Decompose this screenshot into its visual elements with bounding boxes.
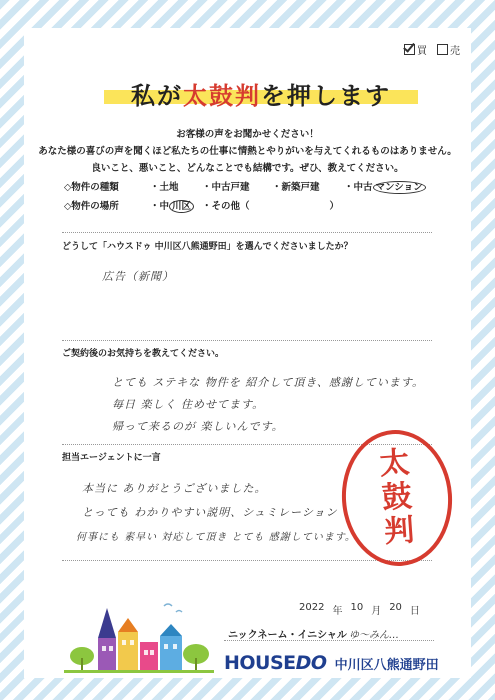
option-other[interactable]: ・その他（ ）	[202, 201, 340, 212]
answer-feelings-line-3: 帰って来るのが 楽しいんです。	[112, 420, 284, 433]
answer-reason: 広告（新聞）	[102, 270, 174, 283]
page-title: 私が太鼓判を押します	[96, 76, 426, 110]
housedo-logo: HOUSEDO	[224, 652, 327, 674]
property-location-row: ◇物件の場所 ・中 川区 ・その他（ ）	[64, 197, 426, 216]
option-new-house[interactable]: ・新築戸建	[272, 182, 320, 193]
check-icon	[404, 44, 415, 55]
question-feelings: ご契約後のお気持ちを教えてください。	[62, 349, 225, 359]
store-name: 中川区八熊通野田	[334, 658, 439, 673]
divider	[62, 340, 432, 341]
option-used-house[interactable]: ・中古戸建	[202, 182, 250, 193]
divider	[62, 232, 432, 233]
nickname-underline	[224, 640, 434, 641]
answer-agent-line-2: とっても わかりやすい説明、シュミレーション	[82, 506, 338, 519]
answer-agent-line-1: 本当に ありがとうございました。	[82, 482, 267, 495]
nickname-label: ニックネーム・イニシャル	[228, 630, 347, 641]
question-reason: どうして「ハウスドゥ 中川区八熊通野田」を選んでくださいましたか？	[62, 242, 353, 252]
buy-sell-checkboxes	[404, 42, 460, 57]
title-highlight-word: 太鼓判	[183, 82, 261, 110]
property-type-row: ◇物件の種類 ・土地 ・中古戸建 ・新築戸建 ・中古 マンション	[64, 178, 426, 197]
option-land[interactable]: ・土地	[150, 182, 179, 193]
buy-checkbox[interactable]: 買	[404, 42, 427, 57]
town-illustration-icon	[64, 598, 214, 673]
nickname-value: ゆ〜みん…	[349, 630, 399, 641]
empty-box-icon	[437, 44, 448, 55]
answer-feelings-line-2: 毎日 楽しく 住めせてます。	[112, 398, 265, 411]
answer-agent-line-3: 何事にも 素早い 対応して頂き とても 感謝しています。	[76, 532, 356, 543]
sell-checkbox[interactable]: 売	[437, 42, 460, 57]
taikoban-stamp: 太 鼓 判	[337, 426, 456, 569]
answer-feelings-line-1: とても ステキな 物件を 紹介して頂き、感謝しています。	[112, 376, 424, 389]
question-agent: 担当エージェントに一言	[62, 453, 161, 463]
option-nakagawa[interactable]: ・中 川区	[150, 197, 202, 216]
option-used-mansion[interactable]: ・中古 マンション	[344, 178, 426, 197]
intro-text: お客様の声をお聞かせください！ あなた様の喜びの声を聞くほど私たちの仕事に情熱とやりがいを与えてくれるものはありません。 良いこと、悪いこと、どんなことでも結構です。ぜひ、教えてください。	[38, 129, 457, 174]
survey-sheet	[24, 28, 471, 678]
date: 2022 年 10 月 20 日	[299, 602, 420, 617]
property-info	[64, 178, 426, 216]
brand-footer	[224, 652, 439, 674]
